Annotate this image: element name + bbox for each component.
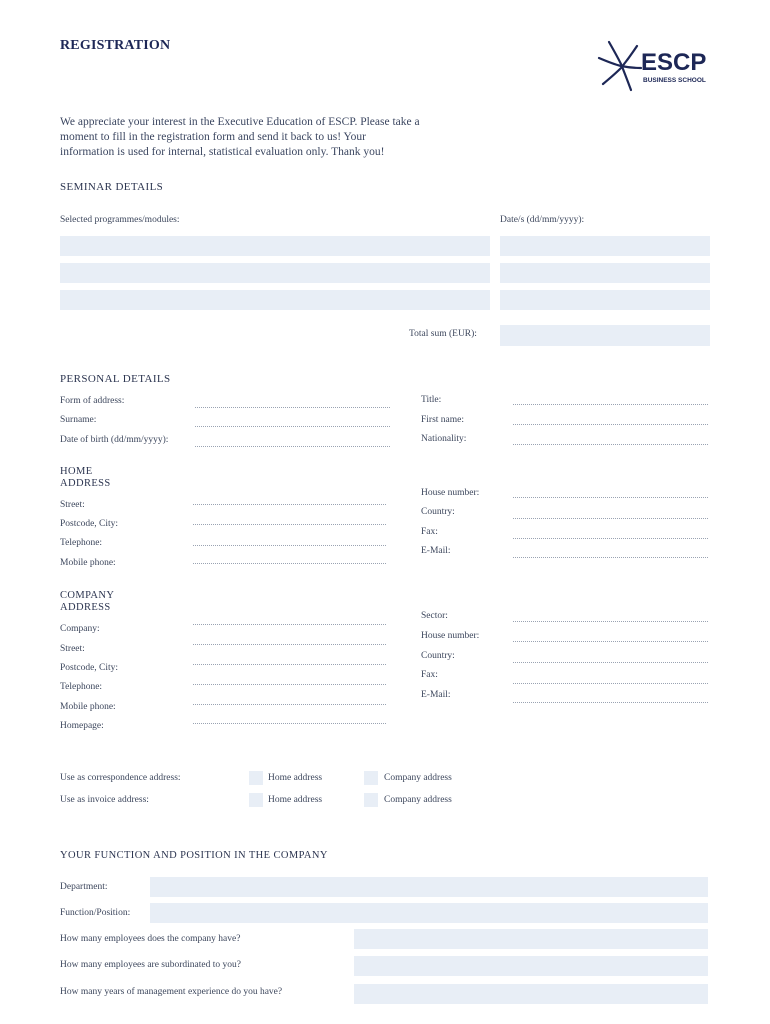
home-fax-field[interactable] xyxy=(513,538,708,539)
date-field-3[interactable] xyxy=(500,290,710,310)
escp-star-icon xyxy=(597,38,722,94)
intro-line: We appreciate your interest in the Executive Education of ESCP. Please take a xyxy=(60,116,420,128)
home-mobile-field[interactable] xyxy=(193,563,386,564)
company-sector-label: Sector: xyxy=(421,611,448,621)
home-house-number-field[interactable] xyxy=(513,497,708,498)
home-email-label: E-Mail: xyxy=(421,546,451,556)
company-email-field[interactable] xyxy=(513,702,708,703)
dates-label: Date/s (dd/mm/yyyy): xyxy=(500,215,585,225)
first-name-field[interactable] xyxy=(513,424,708,425)
home-heading-line: HOME xyxy=(60,466,93,477)
employees-label: How many employees does the company have? xyxy=(60,934,241,944)
invoice-home-label: Home address xyxy=(268,795,323,805)
company-street-field[interactable] xyxy=(193,644,386,645)
subordinates-field[interactable] xyxy=(354,956,708,976)
nationality-label: Nationality: xyxy=(421,434,467,444)
home-mobile-label: Mobile phone: xyxy=(60,558,116,568)
correspondence-label: Use as correspondence address: xyxy=(60,773,181,783)
page-title: REGISTRATION xyxy=(60,38,171,53)
company-heading-line: COMPANY xyxy=(60,590,115,601)
form-of-address-field[interactable] xyxy=(195,407,390,408)
home-telephone-label: Telephone: xyxy=(60,538,103,548)
company-telephone-field[interactable] xyxy=(193,684,386,685)
logo-text: ESCP xyxy=(641,49,707,76)
invoice-label: Use as invoice address: xyxy=(60,795,149,805)
company-sector-field[interactable] xyxy=(513,621,708,622)
experience-field[interactable] xyxy=(354,984,708,1004)
programme-field-2[interactable] xyxy=(60,263,490,283)
position-field[interactable] xyxy=(150,903,708,923)
company-house-number-field[interactable] xyxy=(513,641,708,642)
date-field-2[interactable] xyxy=(500,263,710,283)
company-homepage-field[interactable] xyxy=(193,723,386,724)
company-postcode-label: Postcode, City: xyxy=(60,663,119,673)
personal-heading: PERSONAL DETAILS xyxy=(60,373,171,385)
company-street-label: Street: xyxy=(60,644,85,654)
home-country-label: Country: xyxy=(421,507,455,517)
company-fax-label: Fax: xyxy=(421,670,438,680)
company-house-number-label: House number: xyxy=(421,631,480,641)
correspondence-company-checkbox[interactable] xyxy=(364,771,378,785)
company-mobile-label: Mobile phone: xyxy=(60,702,116,712)
intro-line: information is used for internal, statistical evaluation only. Thank you! xyxy=(60,146,385,158)
programme-field-1[interactable] xyxy=(60,236,490,256)
total-label: Total sum (EUR): xyxy=(409,329,477,339)
home-house-number-label: House number: xyxy=(421,488,480,498)
correspondence-home-checkbox[interactable] xyxy=(249,771,263,785)
correspondence-company-label: Company address xyxy=(384,773,452,783)
total-field[interactable] xyxy=(500,325,710,346)
escp-logo xyxy=(597,38,722,94)
company-mobile-field[interactable] xyxy=(193,704,386,705)
company-heading-line: ADDRESS xyxy=(60,602,111,613)
surname-field[interactable] xyxy=(195,426,390,427)
employees-field[interactable] xyxy=(354,929,708,949)
invoice-home-checkbox[interactable] xyxy=(249,793,263,807)
company-address-heading xyxy=(60,590,114,614)
home-postcode-label: Postcode, City: xyxy=(60,519,119,529)
home-telephone-field[interactable] xyxy=(193,545,386,546)
title-label: Title: xyxy=(421,395,442,405)
home-address-heading xyxy=(60,466,111,490)
title-field[interactable] xyxy=(513,404,708,405)
company-country-field[interactable] xyxy=(513,662,708,663)
department-label: Department: xyxy=(60,882,108,892)
date-field-1[interactable] xyxy=(500,236,710,256)
home-street-field[interactable] xyxy=(193,504,386,505)
form-of-address-label: Form of address: xyxy=(60,396,125,406)
logo-subtext: BUSINESS SCHOOL xyxy=(643,77,706,84)
home-heading-line: ADDRESS xyxy=(60,478,111,489)
function-heading: YOUR FUNCTION AND POSITION IN THE COMPANY xyxy=(60,850,328,861)
company-email-label: E-Mail: xyxy=(421,690,451,700)
department-field[interactable] xyxy=(150,877,708,897)
subordinates-label: How many employees are subordinated to you? xyxy=(60,960,241,970)
company-fax-field[interactable] xyxy=(513,683,708,684)
company-postcode-field[interactable] xyxy=(193,664,386,665)
intro-line: moment to fill in the registration form and send it back to us! Your xyxy=(60,131,366,143)
invoice-company-label: Company address xyxy=(384,795,452,805)
first-name-label: First name: xyxy=(421,415,465,425)
home-email-field[interactable] xyxy=(513,557,708,558)
company-telephone-label: Telephone: xyxy=(60,682,103,692)
programmes-label: Selected programmes/modules: xyxy=(60,215,180,225)
programme-field-3[interactable] xyxy=(60,290,490,310)
home-country-field[interactable] xyxy=(513,518,708,519)
home-street-label: Street: xyxy=(60,500,85,510)
experience-label: How many years of management experience do you have? xyxy=(60,987,283,997)
company-homepage-label: Homepage: xyxy=(60,721,104,731)
company-name-field[interactable] xyxy=(193,624,386,625)
correspondence-home-label: Home address xyxy=(268,773,323,783)
position-label: Function/Position: xyxy=(60,908,131,918)
company-name-label: Company: xyxy=(60,624,100,634)
dob-field[interactable] xyxy=(195,446,390,447)
seminar-heading: SEMINAR DETAILS xyxy=(60,181,164,193)
dob-label: Date of birth (dd/mm/yyyy): xyxy=(60,435,169,445)
home-fax-label: Fax: xyxy=(421,527,438,537)
home-postcode-field[interactable] xyxy=(193,524,386,525)
company-country-label: Country: xyxy=(421,651,455,661)
invoice-company-checkbox[interactable] xyxy=(364,793,378,807)
intro-text xyxy=(60,115,480,160)
nationality-field[interactable] xyxy=(513,444,708,445)
surname-label: Surname: xyxy=(60,415,97,425)
